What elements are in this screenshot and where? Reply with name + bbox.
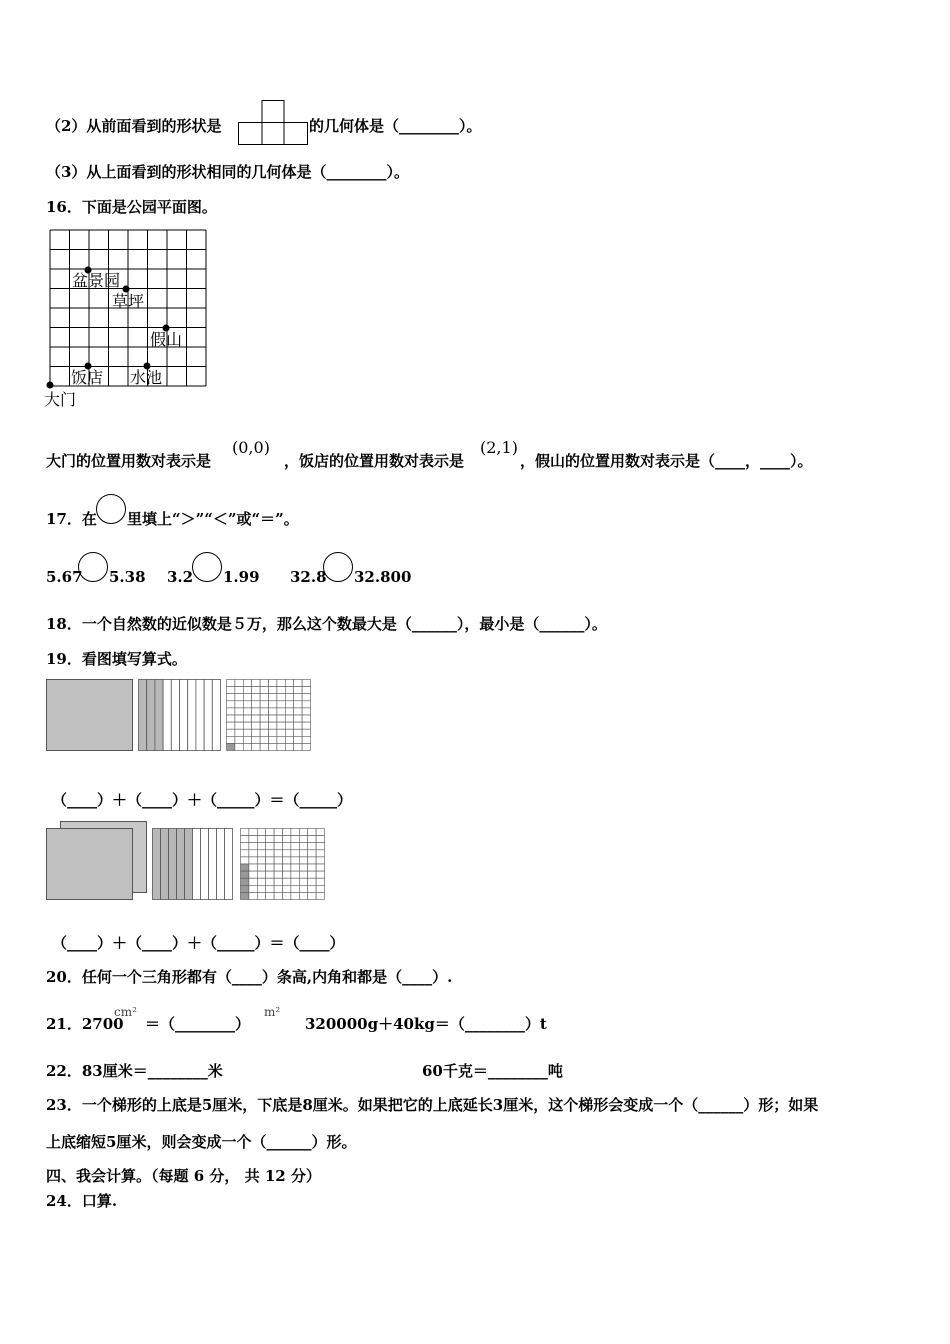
label-penjing: 盆景园 <box>72 271 121 290</box>
compare-circle-1[interactable] <box>78 552 108 582</box>
q17-title-b: 里填上“＞”“＜”或“＝”。 <box>127 510 299 528</box>
q18-text: 18．一个自然数的近似数是５万，那么这个数最大是（______），最小是（______）。 <box>46 615 607 633</box>
label-caoping: 草坪 <box>112 292 145 311</box>
park-map <box>40 225 220 415</box>
q16-text-c: ，假山的位置用数对表示是（____，____）。 <box>520 452 813 470</box>
q16-coord-a: (0,0) <box>232 438 270 457</box>
q19-fig1-row1 <box>46 679 316 753</box>
q21-b: ＝（________） <box>145 1015 251 1033</box>
q17-p1-left: 5.67 <box>46 568 83 586</box>
q22-a: 22．83厘米＝________米 <box>46 1062 223 1080</box>
q15-line3: （3）从上面看到的形状相同的几何体是（________）。 <box>46 163 409 181</box>
q23-line2: 上底缩短5厘米，则会变成一个（______）形。 <box>46 1133 357 1151</box>
q21-unit-m2: m² <box>264 1005 281 1019</box>
q19-eq2: （____）＋（____）＋（_____）＝（____） <box>52 934 345 952</box>
label-fandian: 饭店 <box>71 368 104 387</box>
front-view-figure <box>238 100 308 146</box>
label-damen: 大门 <box>44 390 77 409</box>
q21-c: 320000g＋40kg＝（________）t <box>305 1015 547 1033</box>
q17-p2-left: 3.2 <box>167 568 194 586</box>
label-shuichi: 水池 <box>130 368 163 387</box>
q24-title: 24．口算. <box>46 1192 118 1210</box>
q16-coord-b: (2,1) <box>480 438 518 457</box>
q17-title-a: 17．在 <box>46 510 97 528</box>
q15-line2-suffix: 的几何体是（________）。 <box>309 117 482 135</box>
q17-p1-right: 5.38 <box>109 568 146 586</box>
q22-b: 60千克＝________吨 <box>422 1062 563 1080</box>
q21-unit-cm2: cm² <box>114 1005 137 1019</box>
compare-circle-2[interactable] <box>192 552 222 582</box>
q19-fig1-row2 <box>46 821 336 903</box>
q16-text-b: ，饭店的位置用数对表示是 <box>284 452 465 470</box>
section4-title: 四、我会计算。（每题 6 分， 共 12 分） <box>46 1167 321 1185</box>
q16-text-a: 大门的位置用数对表示是 <box>46 452 212 470</box>
q17-p2-right: 1.99 <box>223 568 260 586</box>
q16-title: 16．下面是公园平面图。 <box>46 198 217 216</box>
circle-icon <box>96 494 126 524</box>
label-jiashan: 假山 <box>150 330 183 349</box>
q23-line1: 23．一个梯形的上底是5厘米，下底是8厘米。如果把它的上底延长3厘米，这个梯形会变成一个（______）形；如果 <box>46 1096 819 1114</box>
q15-line2-prefix: （2）从前面看到的形状是 <box>46 117 222 135</box>
q21-a: 21．2700 <box>46 1015 124 1033</box>
q19-eq1: （____）＋（____）＋（_____）＝（_____） <box>52 791 353 809</box>
compare-circle-3[interactable] <box>323 552 353 582</box>
point-damen <box>47 382 54 389</box>
q17-p3-left: 32.8 <box>290 568 327 586</box>
q20-text: 20．任何一个三角形都有（____）条高,内角和都是（____）. <box>46 968 453 986</box>
q17-p3-right: 32.800 <box>354 568 412 586</box>
q19-title: 19．看图填写算式。 <box>46 650 187 668</box>
